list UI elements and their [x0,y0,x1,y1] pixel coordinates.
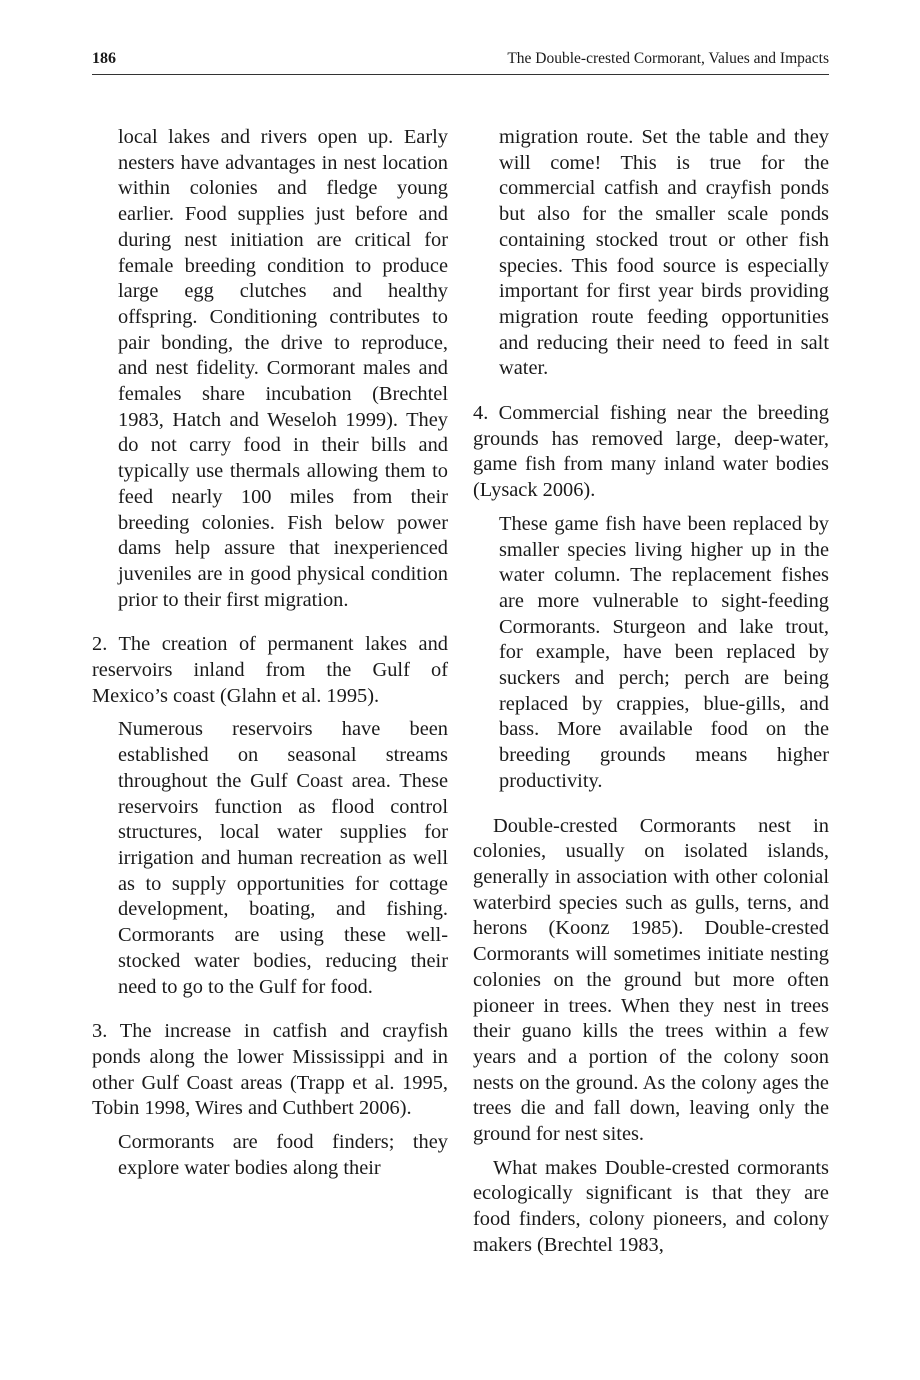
running-header [92,50,829,75]
left-column [92,125,448,1181]
running-title: The Double-crested Cormorant, Values and Impacts [507,50,829,67]
item-1-continuation: local lakes and rivers open up. Early nesters have advantages in nest location within colonies and fledge young earlier. Food supplies just before and during nest initiation are critical for female breeding condition to produce large egg clutches and healthy offspring. Conditioning contributes to pair bonding, the drive to reproduce, and nest fidelity. Cormorant males and females share incubation (Brechtel 1983, Hatch and Weseloh 1999). They do not carry food in their bills and typically use thermals allowing them to feed nearly 100 miles from their breeding colonies. Fish below power dams help assure that inexperienced juveniles are in good physical condition prior to their first migration. [118,126,448,611]
item-3-body-continuation: migration route. Set the table and they will come! This is true for the commercial catfish and crayfish ponds but also for the smaller scale ponds containing stocked trout or other fish species. This food source is especially important for first year birds providing migration route feeding opportunities and reducing their need to feed in salt water. [499,126,829,380]
item-4-body: These game fish have been replaced by smaller species living higher up in the water column. The replacement fishes are more vulnerable to sight-feeding Cormorants. Sturgeon and lake trout, for example, have been replaced by suckers and perch; perch are being replaced by crappies, blue-gills, and bass. More available food on the breeding grounds means higher productivity. [499,512,829,792]
paragraph-significance: What makes Double-crested cormorants ecologically significant is that they are food finders, colony pioneers, and colony makers (Brechtel 1983, [473,1156,829,1256]
paragraph-colonies: Double-crested Cormorants nest in colonies, usually on isolated islands, generally in association with other colonial waterbird species such as gulls, terns, and herons (Koonz 1985). Double-crested Cormorants will sometimes initiate nesting colonies on the ground but more often pioneer in trees. When they nest in trees their guano kills the trees within a few years and a portion of the colony soon nests on the ground. As the colony ages the trees die and fall down, leaving only the ground for nest sites. [473,814,829,1146]
item-4-heading: 4. Commercial fishing near the breeding grounds has removed large, deep-water, game fish from many inland water bodies (Lysack 2006). [473,402,829,502]
item-3-heading: 3. The increase in catfish and crayfish ponds along the lower Mississippi and in other Gulf Coast areas (Trapp et al. 1995, Tobin 1998, Wires and Cuthbert 2006). [92,1020,448,1120]
item-2-heading: 2. The creation of permanent lakes and reservoirs inland from the Gulf of Mexico’s coast (Glahn et al. 1995). [92,633,448,707]
right-column [473,125,829,1259]
item-2-body: Numerous reservoirs have been established on seasonal streams throughout the Gulf Coast area. These reservoirs function as flood control structures, local water supplies for irrigation and human recreation as well as to supply opportunities for cottage development, boating, and fishing. Cormorants are using these well-stocked water bodies, reducing their need to go to the Gulf for food. [118,718,448,998]
item-3-body-start: Cormorants are food finders; they explore water bodies along their [118,1131,448,1179]
page-number: 186 [92,50,116,67]
